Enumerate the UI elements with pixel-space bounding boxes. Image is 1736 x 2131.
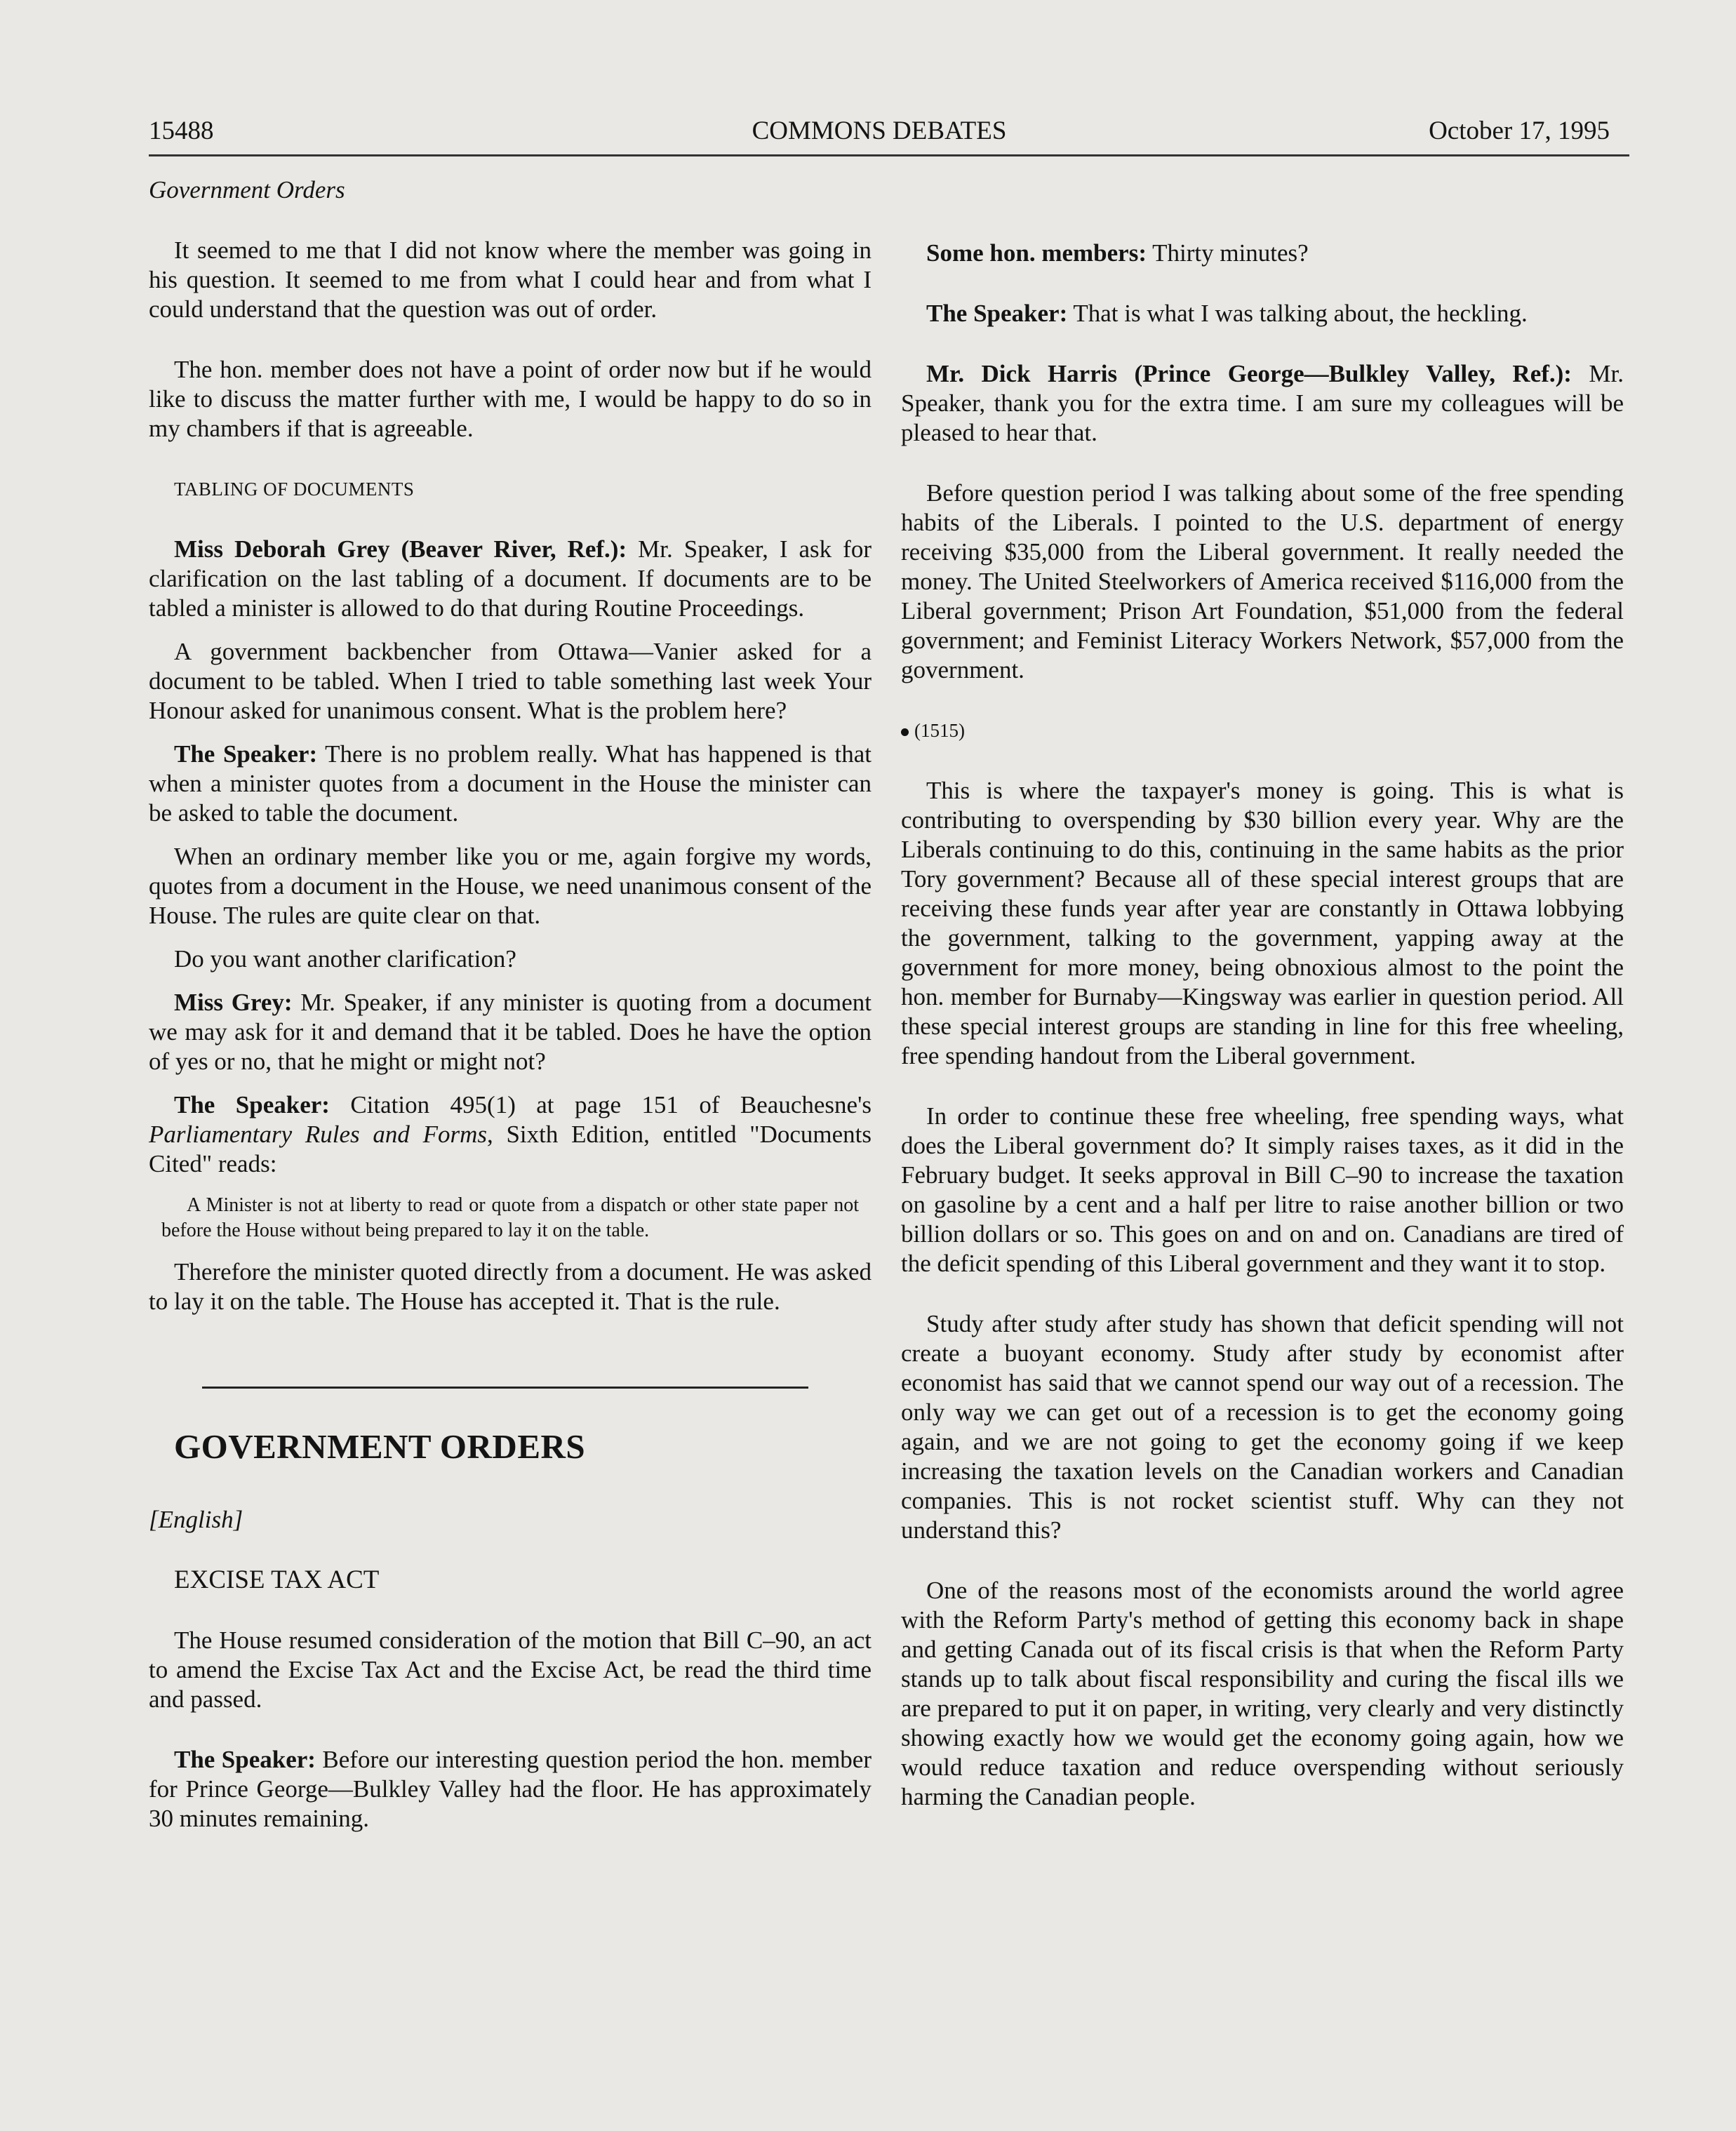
paragraph: The hon. member does not have a point of order now but if he would like to discuss the matter further with me, I would be happy to do so in my chambers if that is agreeable. bbox=[149, 356, 872, 442]
speaker-name: Some hon. members: bbox=[926, 239, 1147, 267]
speaker-name: The Speaker: bbox=[174, 1746, 316, 1773]
paragraph: One of the reasons most of the economists around the world agree with the Reform Party's method of getting this economy back in shape and getting Canada out of its fiscal crisis is that when the Reform Party stands up to talk about fiscal responsibility and curing the fiscal ills we are prepared to put it on paper, in writing, very clearly and very distinctly showing exactly how we would get the economy going again, how we would reduce taxation and reduce overspending without seriously harming the Canadian people. bbox=[901, 1577, 1624, 1810]
right-column bbox=[901, 175, 1624, 1812]
excise-heading: EXCISE TAX ACT bbox=[174, 1565, 380, 1594]
paragraph: When an ordinary member like you or me, again forgive my words, quotes from a document in the House, we need unanimous consent of the House. The rules are quite clear on that. bbox=[149, 843, 872, 929]
time-marker: (1515) bbox=[901, 716, 1624, 745]
paragraph: Do you want another clarification? bbox=[174, 945, 516, 973]
citation-title: Parliamentary Rules and Forms bbox=[149, 1121, 487, 1148]
speaker-name: The Speaker: bbox=[926, 300, 1068, 327]
paragraph: The Speaker: That is what I was talking about, the heckling. bbox=[926, 300, 1528, 327]
publication-title: COMMONS DEBATES bbox=[752, 116, 1007, 145]
running-header bbox=[149, 116, 1610, 152]
paragraph: Miss Grey: Mr. Speaker, if any minister is quoting from a document we may ask for it and demand that it be tabled. Does he have the option of yes or no, that he might or might not? bbox=[149, 989, 872, 1075]
paragraph: Therefore the minister quoted directly from a document. He was asked to lay it on the table. The House has accepted it. That is the rule. bbox=[149, 1258, 872, 1315]
gov-orders-heading: GOVERNMENT ORDERS bbox=[174, 1427, 586, 1466]
speaker-name: The Speaker: bbox=[174, 740, 318, 768]
speaker-name: Mr. Dick Harris (Prince George—Bulkley Valley, Ref.): bbox=[926, 360, 1572, 387]
section-divider bbox=[202, 1387, 808, 1389]
language-tag: [English] bbox=[149, 1506, 243, 1533]
paragraph: The Speaker: Before our interesting question period the hon. member for Prince George—Bulkley Valley had the floor. He has approximately 30 minutes remaining. bbox=[149, 1746, 872, 1832]
paragraph: The Speaker: There is no problem really. What has happened is that when a minister quotes from a document in the House the minister can be asked to table the document. bbox=[149, 740, 872, 827]
header-rule bbox=[149, 154, 1629, 156]
paragraph: Some hon. members: Thirty minutes? bbox=[926, 239, 1309, 267]
speaker-name: Miss Deborah Grey (Beaver River, Ref.): bbox=[174, 535, 627, 563]
paragraph: Study after study after study has shown that deficit spending will not create a buoyant economy. Study after study by economist after economist has said that we cannot spend our way out of a recession. The only way we can get out of a recession is to get the economy going again, and we are not going to get the economy going if we keep increasing the taxation levels on the Canadian workers and Canadian companies. This is not rocket scientist stuff. Why can they not understand this? bbox=[901, 1310, 1624, 1544]
publication-date: October 17, 1995 bbox=[1429, 116, 1610, 145]
paragraph: It seemed to me that I did not know where the member was going in his question. It seemed to me from what I could hear and from what I could understand that the question was out of order. bbox=[149, 236, 872, 323]
block-quote: A Minister is not at liberty to read or quote from a dispatch or other state paper not before the House without being prepared to lay it on the table. bbox=[161, 1194, 859, 1241]
paragraph: In order to continue these free wheeling, free spending ways, what does the Liberal government do? It simply raises taxes, as it did in the February budget. It seeks approval in Bill C–90 to increase the taxation on gasoline by a cent and a half per litre to raise another billion or two billion dollars or so. This goes on and on and on. Canadians are tired of the deficit spending of this Liberal government and they want it to stop. bbox=[901, 1102, 1624, 1277]
speaker-name: Miss Grey: bbox=[174, 989, 293, 1016]
bullet-icon bbox=[901, 728, 909, 736]
paragraph: The Speaker: Citation 495(1) at page 151 of Beauchesne's Parliamentary Rules and Forms, Sixth Edition, entitled "Documents Cited" reads: bbox=[149, 1091, 872, 1177]
speaker-name: The Speaker: bbox=[174, 1091, 330, 1118]
paragraph: Mr. Dick Harris (Prince George—Bulkley Valley, Ref.): Mr. Speaker, thank you for the extra time. I am sure my colleagues will be pleased to hear that. bbox=[901, 360, 1624, 446]
section-label: Government Orders bbox=[149, 176, 345, 203]
paragraph: A government backbencher from Ottawa—Vanier asked for a document to be tabled. When I tried to table something last week Your Honour asked for unanimous consent. What is the problem here? bbox=[149, 638, 872, 724]
left-column bbox=[149, 175, 872, 1833]
tabling-heading: TABLING OF DOCUMENTS bbox=[174, 479, 415, 500]
page-number: 15488 bbox=[149, 116, 214, 145]
paragraph: This is where the taxpayer's money is going. This is what is contributing to overspending by $30 billion every year. Why are the Liberals continuing to do this, continuing in the same habits as the prior Tory government? Because all of these special interest groups that are receiving these funds year after year are constantly in Ottawa lobbying the government, talking to the government, yapping away at the government for more money, being obnoxious almost to the point the hon. member for Burnaby—Kingsway was earlier in question period. All these special interest groups are standing in line for this free wheeling, free spending handout from the Liberal government. bbox=[901, 777, 1624, 1069]
paragraph: The House resumed consideration of the motion that Bill C–90, an act to amend the Excise Tax Act and the Excise Act, be read the third time and passed. bbox=[149, 1626, 872, 1713]
paragraph: Miss Deborah Grey (Beaver River, Ref.): Mr. Speaker, I ask for clarification on the last tabling of a document. If documents are to be tabled a minister is allowed to do that during Routine Proceedings. bbox=[149, 535, 872, 622]
paragraph: Before question period I was talking about some of the free spending habits of the Liberals. I pointed to the U.S. department of energy receiving $35,000 from the Liberal government. It really needed the money. The United Steelworkers of America received $116,000 from the Liberal government; Prison Art Foundation, $51,000 from the federal government; and Feminist Literacy Workers Network, $57,000 from the government. bbox=[901, 479, 1624, 683]
